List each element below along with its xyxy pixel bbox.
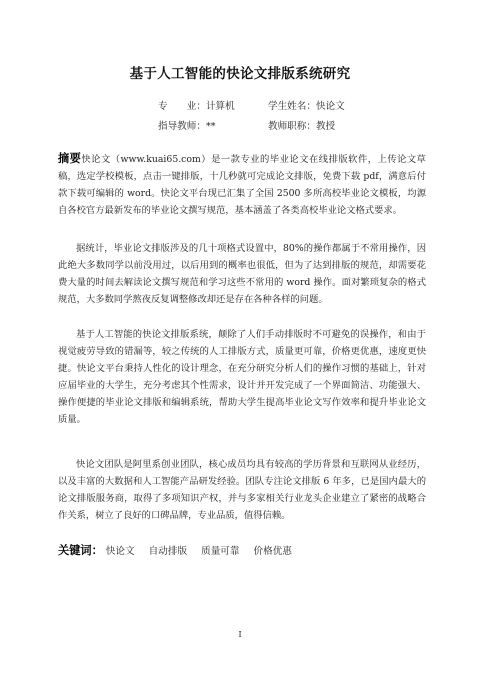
keyword-item: 快论文 — [105, 546, 135, 557]
student-label: 学生姓名： — [268, 101, 316, 112]
advisor-field — [158, 118, 216, 132]
rank-field — [268, 118, 335, 132]
abstract-label: 摘要 — [58, 152, 82, 165]
keyword-item: 自动排版 — [148, 546, 188, 557]
keywords-label: 关键词： — [58, 544, 103, 557]
major-label: 专 业： — [158, 101, 206, 112]
keyword-item: 质量可靠 — [201, 546, 240, 557]
abstract-paragraph — [58, 150, 426, 219]
body-paragraph-2: 基于人工智能的快论文排版系统，颠除了人们手动排版时不可避免的误操作，和由于视觉疲劳导致的错漏等，较之传统的人工排版方式，质量更可靠，价格更优惠，速度更快捷。快论文平台秉持人性化的设计理念，在充分研究分析人们的操作习惯的基础上，针对应届毕业的大学生，充分考虑其个性需求，设计并开发完成了一个界面简洁、功能强大、操作便捷的毕业论文排版和编辑系统，帮助大学生提高毕业论文写作效率和提升毕业论文质量。 — [58, 329, 426, 425]
keywords-line — [58, 542, 303, 558]
student-value: 快论文 — [315, 101, 345, 112]
body-paragraph-3: 快论文团队是阿里系创业团队，核心成员均具有较高的学历背景和互联网从业经历，以及丰富的大数据和人工智能产品研发经验。团队专注论文排版 6 年多，已是国内最大的论文排版服务商，取得了多项知识产权，并与多家相关行业龙头企业建立了紧密的战略合作关系，树立了良好的口碑品牌，专业品质，值得信赖。 — [58, 459, 426, 521]
rank-value: 教授 — [315, 121, 336, 132]
page-number: I — [238, 630, 242, 640]
major-field — [158, 98, 235, 112]
advisor-label: 指导教师： — [158, 121, 206, 132]
advisor-value: ** — [205, 121, 216, 132]
body-paragraph-1: 据统计，毕业论文排版涉及的几十项格式设置中，80%的操作都属于不常用操作，因此绝大多数同学以前没用过，以后用到的概率也很低，但为了达到排版的规范，却需要花费大量的时间去解读论文撰写规范和学习这些不常用的 word 操作。面对繁琐复杂的格式规范，大多数同学熬夜反复调整修改却还是存在各种各样的问题。 — [58, 243, 426, 305]
abstract-text: 快论文（www.kuai65.com）是一款专业的毕业论文在线排版软件，上传论文草稿，选定学校模板，点击一键排版，十几秒就可完成论文排版，免费下载 pdf，满意后付款下载可编辑的 word。快论文平台现已汇集了全国 2500 多所高校毕业论文模板，均源自各校官方最新发布的毕业论文撰写规范，基本涵盖了各类高校毕业论文格式要求。 — [58, 154, 426, 216]
major-value: 计算机 — [205, 101, 235, 112]
document-title: 基于人工智能的快论文排版系统研究 — [129, 66, 351, 82]
student-field — [268, 98, 345, 112]
rank-label: 教师职称： — [268, 121, 316, 132]
keyword-item: 价格优惠 — [253, 546, 292, 557]
